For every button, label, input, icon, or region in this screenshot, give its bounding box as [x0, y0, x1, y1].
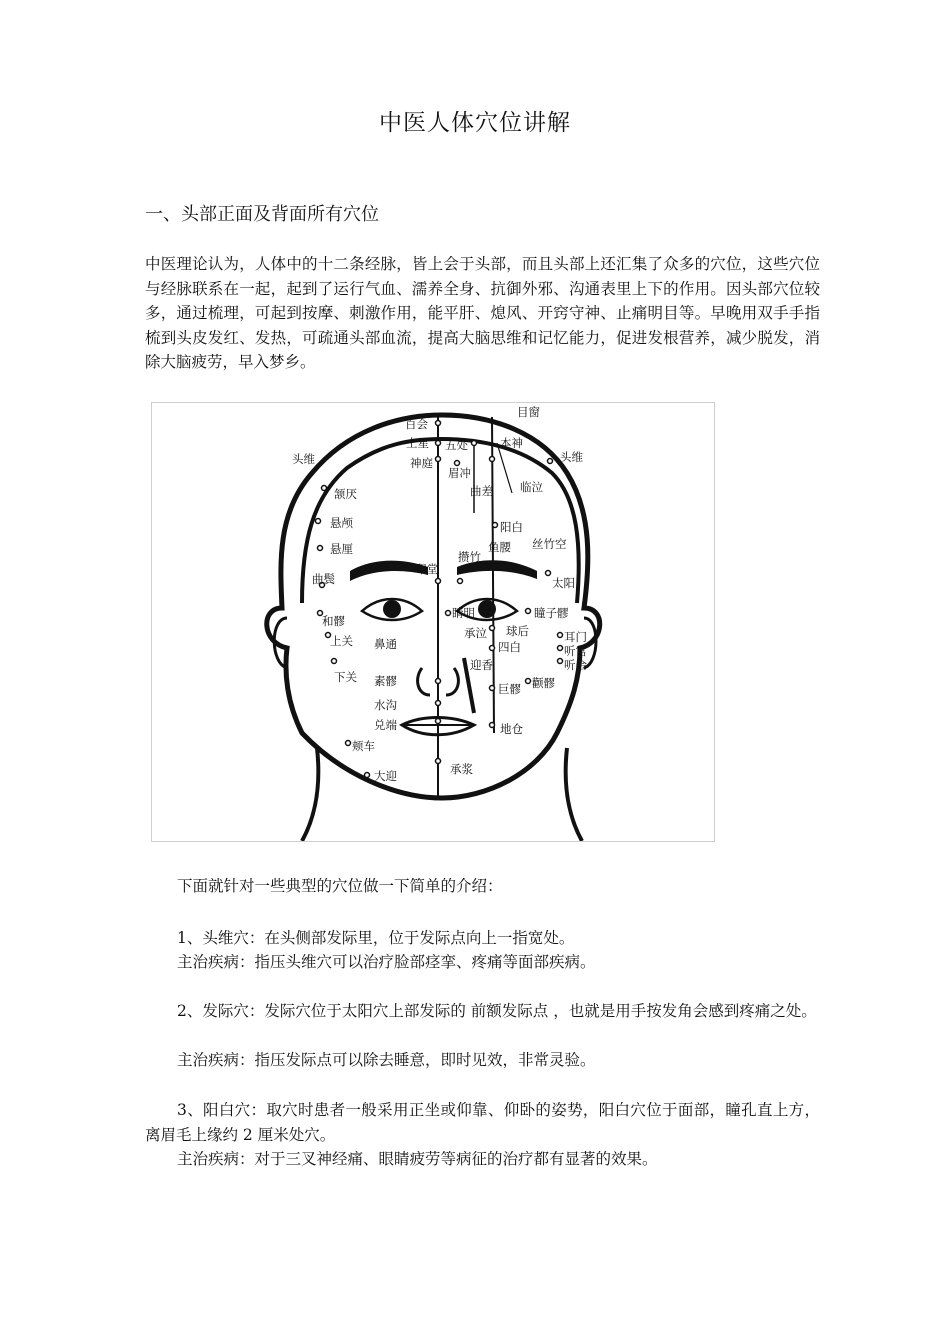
point-1-text: 1、头维穴：在头侧部发际里，位于发际点向上一指宽处。: [177, 929, 575, 947]
label-wuchu: 五处: [445, 438, 468, 452]
point-2-treat: 主治疾病：指压发际点可以除去睡意，即时见效，非常灵验。: [177, 1051, 596, 1069]
label-yingxiang: 迎香: [470, 658, 493, 672]
label-hanyan: 颔厌: [334, 487, 357, 501]
label-xuanli: 悬厘: [330, 542, 353, 556]
label-ermen: 耳门: [564, 630, 587, 644]
label-heliao: 和髎: [322, 614, 345, 628]
point-3-text: 3、阳白穴：取穴时患者一般采用正坐或仰靠、仰卧的姿势，阳白穴位于面部，瞳孔直上方，离眉毛上缘约 2 厘米处穴。: [145, 1101, 820, 1144]
label-dicang: 地仓: [500, 722, 523, 736]
label-tinggong: 听宫: [564, 644, 587, 658]
label-taiyang: 太阳: [552, 576, 575, 590]
label-yangbai: 阳白: [500, 520, 523, 534]
label-sibai: 四白: [498, 640, 521, 654]
label-xuanlu: 悬颅: [330, 516, 353, 530]
label-tongziliao: 瞳子髎: [534, 606, 569, 620]
section-heading: 一、头部正面及背面所有穴位: [145, 204, 379, 225]
label-yintang: 印堂: [415, 562, 438, 576]
page-title: 中医人体穴位讲解: [379, 110, 571, 136]
label-sizhukong: 丝竹空: [532, 537, 567, 551]
label-muchuang: 目窗: [517, 405, 540, 419]
label-shangguan: 上关: [330, 634, 353, 648]
label-linqi: 临泣: [520, 480, 543, 494]
label-chengqi: 承泣: [464, 626, 487, 640]
label-qucha: 曲差: [470, 484, 493, 498]
label-meichong: 眉冲: [448, 466, 471, 480]
label-bitong: 鼻通: [374, 637, 397, 651]
label-jingming: 睛明: [452, 606, 475, 620]
label-juliao: 巨髎: [498, 682, 521, 696]
label-tinghui: 听会: [564, 658, 587, 672]
label-shangxing: 上星: [406, 436, 429, 450]
label-jiache: 颊车: [352, 739, 375, 753]
point-2-text: 2、发际穴：发际穴位于太阳穴上部发际的 前额发际点 ，也就是用手按发角会感到疼痛之处。: [177, 1002, 817, 1020]
label-touwei-left: 头维: [292, 452, 315, 466]
acupoint-face-diagram: [151, 402, 715, 842]
intro2-paragraph: 下面就针对一些典型的穴位做一下简单的介绍：: [177, 877, 503, 895]
label-xiaguan: 下关: [334, 670, 357, 684]
label-qubin: 曲鬓: [312, 572, 335, 586]
label-baihui: 百会: [405, 417, 428, 431]
label-shenting: 神庭: [410, 456, 433, 470]
label-daying: 大迎: [374, 769, 397, 783]
label-touwei-right: 头维: [560, 450, 583, 464]
label-shuigou: 水沟: [374, 698, 397, 712]
point-1-treat: 主治疾病：指压头维穴可以治疗脸部痉挛、疼痛等面部疾病。: [177, 953, 596, 971]
label-quanliao: 颧髎: [532, 676, 555, 690]
label-duiduan: 兑端: [374, 718, 397, 732]
label-benshen: 本神: [500, 436, 523, 450]
label-yuyao: 鱼腰: [488, 540, 511, 554]
point-3-treat: 主治疾病：对于三叉神经痛、眼睛疲劳等病征的治疗都有显著的效果。: [177, 1150, 658, 1168]
label-zanzhu: 攒竹: [458, 550, 481, 564]
label-chengjiang: 承浆: [450, 762, 473, 776]
label-suliao: 素髎: [374, 674, 397, 688]
label-qiuhou: 球后: [506, 624, 529, 638]
intro-paragraph: 中医理论认为，人体中的十二条经脉，皆上会于头部，而且头部上还汇集了众多的穴位，这些穴位与经脉联系在一起，起到了运行气血、濡养全身、抗御外邪、沟通表里上下的作用。因头部穴位较多，通过梳理，可起到按摩、刺激作用，能平肝、熄风、开窍守神、止痛明目等。早晚用双手手指梳到头皮发红、发热，可疏通头部血流，提高大脑思维和记忆能力，促进发根营养，减少脱发，消除大脑疲劳，早入梦乡。: [145, 255, 820, 371]
